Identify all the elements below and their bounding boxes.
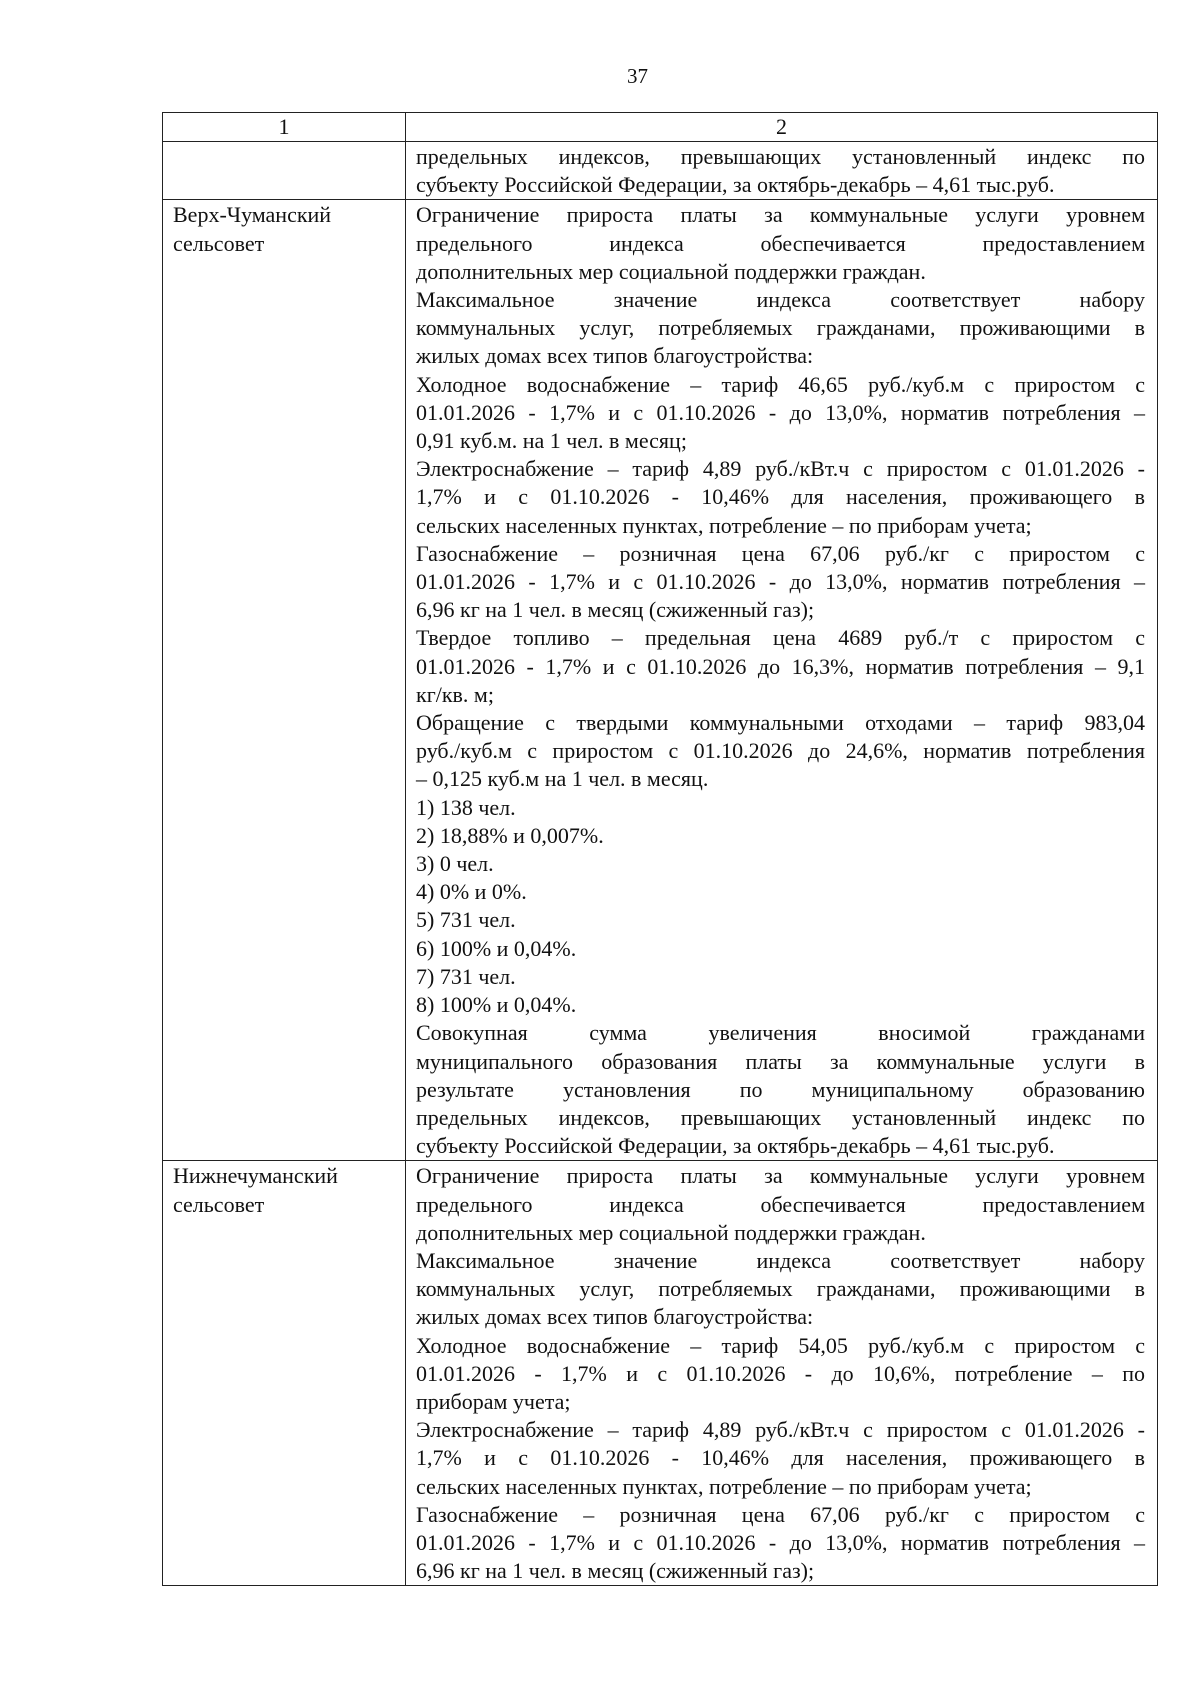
paragraph-line: Газоснабжение – розничная цена 67,06 руб./кг с приростом с [416, 540, 1145, 566]
paragraph-line: приборам учета; [416, 1388, 571, 1414]
table-row [163, 200, 1158, 1161]
paragraph-line: Ограничение прироста платы за коммунальные услуги уровнем [416, 202, 1145, 228]
list-item: 2) 18,88% и 0,007%. [416, 822, 604, 848]
table-row [163, 142, 1158, 200]
paragraph-line: 01.01.2026 - 1,7% и с 01.10.2026 - до 13,0%, норматив потребления – [416, 1529, 1145, 1555]
paragraph-line: коммунальных услуг, потребляемых гражданами, проживающими в [416, 1276, 1145, 1302]
paragraph-line: – 0,125 куб.м на 1 чел. в месяц. [416, 766, 709, 792]
paragraph-line: Холодное водоснабжение – тариф 54,05 руб./куб.м с приростом с [416, 1332, 1145, 1358]
paragraph-line: субъекту Российской Федерации, за октябрь-декабрь – 4,61 тыс.руб. [416, 172, 1055, 198]
paragraph-line: жилых домах всех типов благоустройства: [416, 1304, 814, 1330]
paragraph-line: кг/кв. м; [416, 681, 494, 707]
paragraph-line: дополнительных мер социальной поддержки граждан. [416, 258, 926, 284]
paragraph-line: 01.01.2026 - 1,7% и с 01.10.2026 до 16,3%, норматив потребления – 9,1 [416, 653, 1145, 679]
paragraph-line: дополнительных мер социальной поддержки граждан. [416, 1219, 926, 1245]
paragraph-line: сельских населенных пунктах, потребление – по приборам учета; [416, 1473, 1032, 1499]
paragraph-line: предельного индекса обеспечивается предоставлением [416, 230, 1145, 256]
description-cell [406, 1161, 1158, 1586]
paragraph-line: 01.01.2026 - 1,7% и с 01.10.2026 - до 13,0%, норматив потребления – [416, 399, 1145, 425]
list-item: 8) 100% и 0,04%. [416, 992, 577, 1018]
paragraph-line: 0,91 куб.м. на 1 чел. в месяц; [416, 428, 687, 454]
closing-paragraph-line: результате установления по муниципальному образованию [416, 1076, 1145, 1102]
paragraph-line: предельного индекса обеспечивается предоставлением [416, 1191, 1145, 1217]
paragraph-line: Твердое топливо – предельная цена 4689 руб./т с приростом с [416, 625, 1145, 651]
table-header-row [163, 113, 1158, 142]
paragraph-line: Газоснабжение – розничная цена 67,06 руб./кг с приростом с [416, 1501, 1145, 1527]
municipality-name-cell: Нижнечуманский сельсовет [163, 1161, 406, 1586]
paragraph-line: 01.01.2026 - 1,7% и с 01.10.2026 - до 13,0%, норматив потребления – [416, 569, 1145, 595]
paragraph-line: 1,7% и с 01.10.2026 - 10,46% для населения, проживающего в [416, 484, 1145, 510]
municipality-name-cell [163, 142, 406, 200]
page-number: 37 [627, 64, 648, 88]
list-item: 7) 731 чел. [416, 963, 516, 989]
closing-paragraph-line: субъекту Российской Федерации, за октябрь-декабрь – 4,61 тыс.руб. [416, 1133, 1055, 1159]
list-item: 6) 100% и 0,04%. [416, 935, 577, 961]
description-cell [406, 142, 1158, 200]
paragraph-line: 6,96 кг на 1 чел. в месяц (сжиженный газ); [416, 1558, 815, 1584]
description-cell [406, 200, 1158, 1161]
list-item: 4) 0% и 0%. [416, 879, 527, 905]
paragraph-line: Электроснабжение – тариф 4,89 руб./кВт.ч с приростом с 01.01.2026 - [416, 456, 1145, 482]
list-item: 1) 138 чел. [416, 794, 516, 820]
paragraph-line: коммунальных услуг, потребляемых гражданами, проживающими в [416, 315, 1145, 341]
paragraph-line: Холодное водоснабжение – тариф 46,65 руб./куб.м с приростом с [416, 371, 1145, 397]
paragraph-line: 01.01.2026 - 1,7% и с 01.10.2026 - до 10,6%, потребление – по [416, 1360, 1145, 1386]
paragraph-line: руб./куб.м с приростом с 01.10.2026 до 24,6%, норматив потребления [416, 738, 1145, 764]
list-item: 3) 0 чел. [416, 851, 494, 877]
paragraph-line: сельских населенных пунктах, потребление – по приборам учета; [416, 512, 1032, 538]
list-item: 5) 731 чел. [416, 907, 516, 933]
paragraph-line: Ограничение прироста платы за коммунальные услуги уровнем [416, 1163, 1145, 1189]
closing-paragraph-line: Совокупная сумма увеличения вносимой гражданами [416, 1020, 1145, 1046]
paragraph-line: Максимальное значение индекса соответствует набору [416, 287, 1145, 313]
municipality-name-cell: Верх-Чуманский сельсовет [163, 200, 406, 1161]
column-header-1: 1 [163, 113, 406, 142]
paragraph-line: Обращение с твердыми коммунальными отходами – тариф 983,04 [416, 710, 1145, 736]
paragraph-line: Максимальное значение индекса соответствует набору [416, 1247, 1145, 1273]
column-header-2: 2 [406, 113, 1158, 142]
document-table [162, 112, 1158, 1586]
paragraph-line: предельных индексов, превышающих установленный индекс по [416, 144, 1145, 169]
paragraph-line: Электроснабжение – тариф 4,89 руб./кВт.ч с приростом с 01.01.2026 - [416, 1417, 1145, 1443]
closing-paragraph-line: предельных индексов, превышающих установленный индекс по [416, 1104, 1145, 1130]
paragraph-line: жилых домах всех типов благоустройства: [416, 343, 814, 369]
closing-paragraph-line: муниципального образования платы за коммунальные услуги в [416, 1048, 1145, 1074]
paragraph-line: 1,7% и с 01.10.2026 - 10,46% для населения, проживающего в [416, 1445, 1145, 1471]
table-row [163, 1161, 1158, 1586]
paragraph-line: 6,96 кг на 1 чел. в месяц (сжиженный газ); [416, 597, 815, 623]
